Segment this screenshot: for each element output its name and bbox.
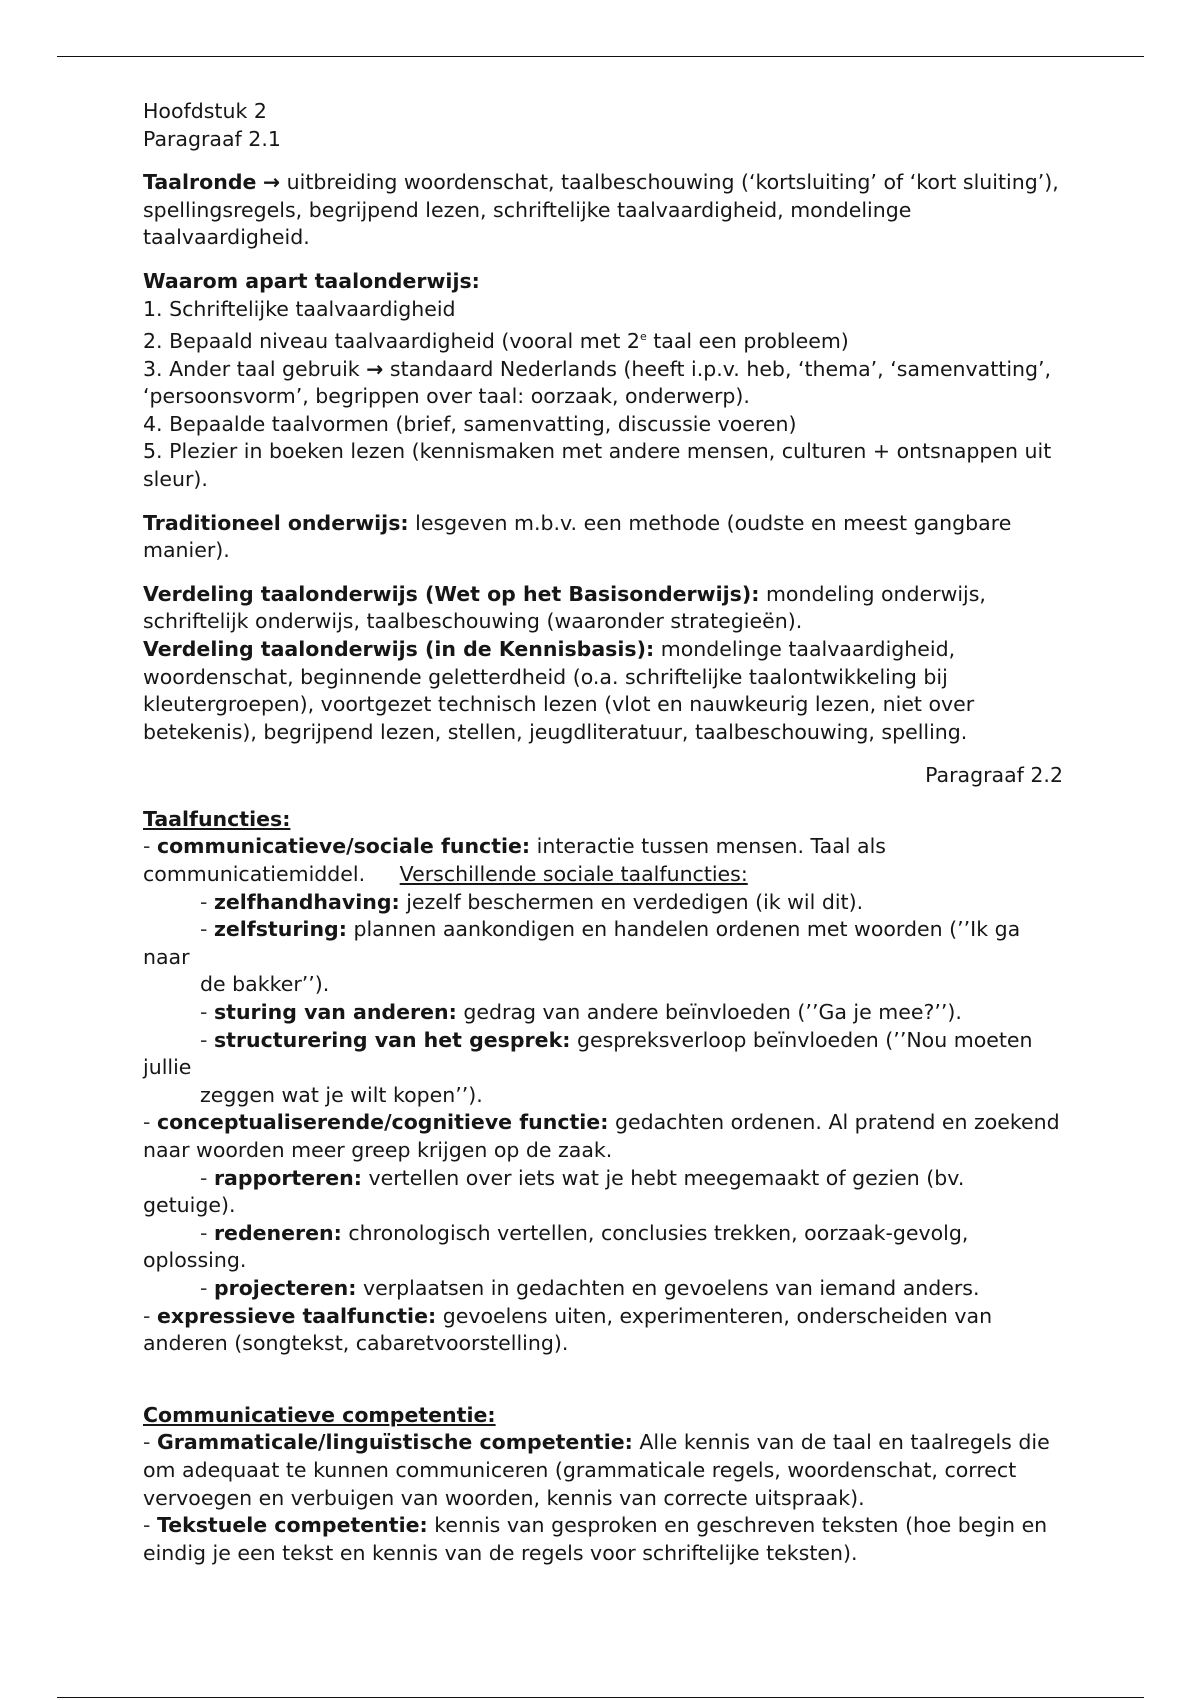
verdeling-wet-term: Verdeling taalonderwijs (Wet op het Basisonderwijs):: [143, 581, 760, 606]
verdeling-kennisbasis-term: Verdeling taalonderwijs (in de Kennisbasis):: [143, 636, 655, 661]
traditioneel-term: Traditioneel onderwijs:: [143, 510, 409, 535]
traditioneel-paragraph: [143, 510, 1063, 565]
list-item: - Grammaticale/linguïstische competentie: Alle kennis van de taal en taalregels die om adequaat te kunnen communiceren (grammaticale regels, woordenschat, correct vervoegen en verbuigen van woorden, kennis van correcte uitspraak).: [143, 1430, 1050, 1510]
footer-rule: [57, 1697, 1144, 1698]
list-item: 2. Bepaald niveau taalvaardigheid (vooral met 2e taal een probleem): [143, 328, 849, 353]
list-item: - expressieve taalfunctie: gevoelens uiten, experimenteren, onderscheiden van anderen (songtekst, cabaretvoorstelling).: [143, 1303, 993, 1356]
traditioneel-text: lesgeven m.b.v. een methode (oudste en meest gangbare manier).: [143, 510, 1012, 563]
list-item: - communicatieve/sociale functie: interactie tussen mensen. Taal als communicatiemiddel. Verschillende sociale taalfuncties:: [143, 834, 886, 887]
verdeling-wet-paragraph: [143, 581, 1063, 636]
list-item: - zelfhandhaving: jezelf beschermen en verdedigen (ik wil dit).: [200, 889, 864, 914]
taalfuncties-title: Taalfuncties:: [143, 806, 291, 831]
list-item: - projecteren: verplaatsen in gedachten en gevoelens van iemand anders.: [200, 1275, 980, 1300]
list-item: 3. Ander taal gebruik → standaard Nederlands (heeft i.p.v. heb, ‘thema’, ‘samenvatting’, ‘persoonsvorm’, begrippen over taal: oorzaak, onderwerp).: [143, 356, 1052, 409]
taalronde-paragraph: [143, 169, 1063, 252]
taalronde-text: uitbreiding woordenschat, taalbeschouwing (‘kortsluiting’ of ‘kort sluiting’), spellingsregels, begrijpend lezen, schriftelijke taalvaardigheid, mondelinge taalvaardigheid.: [143, 170, 1059, 250]
section-heading-right: Paragraaf 2.2: [925, 763, 1063, 788]
list-item: - sturing van anderen: gedrag van andere beïnvloeden (’’Ga je mee?’’).: [200, 1000, 962, 1025]
header-rule: [57, 56, 1144, 57]
waarom-title: Waarom apart taalonderwijs:: [143, 268, 480, 293]
chapter-heading: Hoofdstuk 2: [143, 99, 267, 123]
competentie-title: Communicatieve competentie:: [143, 1402, 496, 1427]
list-item: - redeneren: chronologisch vertellen, conclusies trekken, oorzaak-gevolg, oplossing.: [143, 1220, 969, 1273]
arrow-icon: →: [366, 356, 384, 381]
arrow-icon: →: [262, 170, 281, 195]
list-item: 1. Schriftelijke taalvaardigheid: [143, 296, 456, 321]
page-content: [143, 98, 1063, 1567]
verdeling-kennisbasis-paragraph: [143, 636, 1063, 746]
taalronde-term: Taalronde: [143, 170, 257, 195]
list-item: - structurering van het gesprek: gespreksverloop beïnvloeden (’’Nou moeten jullie zeggen wat je wilt kopen’’).: [143, 1027, 1033, 1107]
verdeling-wet-text: mondeling onderwijs, schriftelijk onderwijs, taalbeschouwing (waaronder strategieën).: [143, 581, 986, 634]
list-item: - conceptualiserende/cognitieve functie: gedachten ordenen. Al pratend en zoekend naar woorden meer greep krijgen op de zaak.: [143, 1110, 1060, 1163]
list-item: - Tekstuele competentie: kennis van gesproken en geschreven teksten (hoe begin en eindig je een tekst en kennis van de regels voor schriftelijke teksten).: [143, 1513, 1048, 1565]
list-item: - zelfsturing: plannen aankondigen en handelen ordenen met woorden (’’Ik ga naar de bakker’’).: [143, 917, 1021, 997]
section-heading: Paragraaf 2.1: [143, 126, 281, 151]
verdeling-kennisbasis-text: mondelinge taalvaardigheid, woordenschat, beginnende geletterdheid (o.a. schriftelijke taalontwikkeling bij kleutergroepen), voortgezet technisch lezen (vlot en nauwkeurig lezen, niet over betekenis), begrijpend lezen, stellen, jeugdliteratuur, taalbeschouwing, spelling.: [143, 636, 975, 744]
list-item: 5. Plezier in boeken lezen (kennismaken met andere mensen, culturen + ontsnappen uit sleur).: [143, 439, 1052, 491]
sub-heading: Verschillende sociale taalfuncties:: [399, 862, 748, 887]
list-item: - rapporteren: vertellen over iets wat je hebt meegemaakt of gezien (bv. getuige).: [143, 1165, 965, 1218]
list-item: 4. Bepaalde taalvormen (brief, samenvatting, discussie voeren): [143, 411, 797, 436]
